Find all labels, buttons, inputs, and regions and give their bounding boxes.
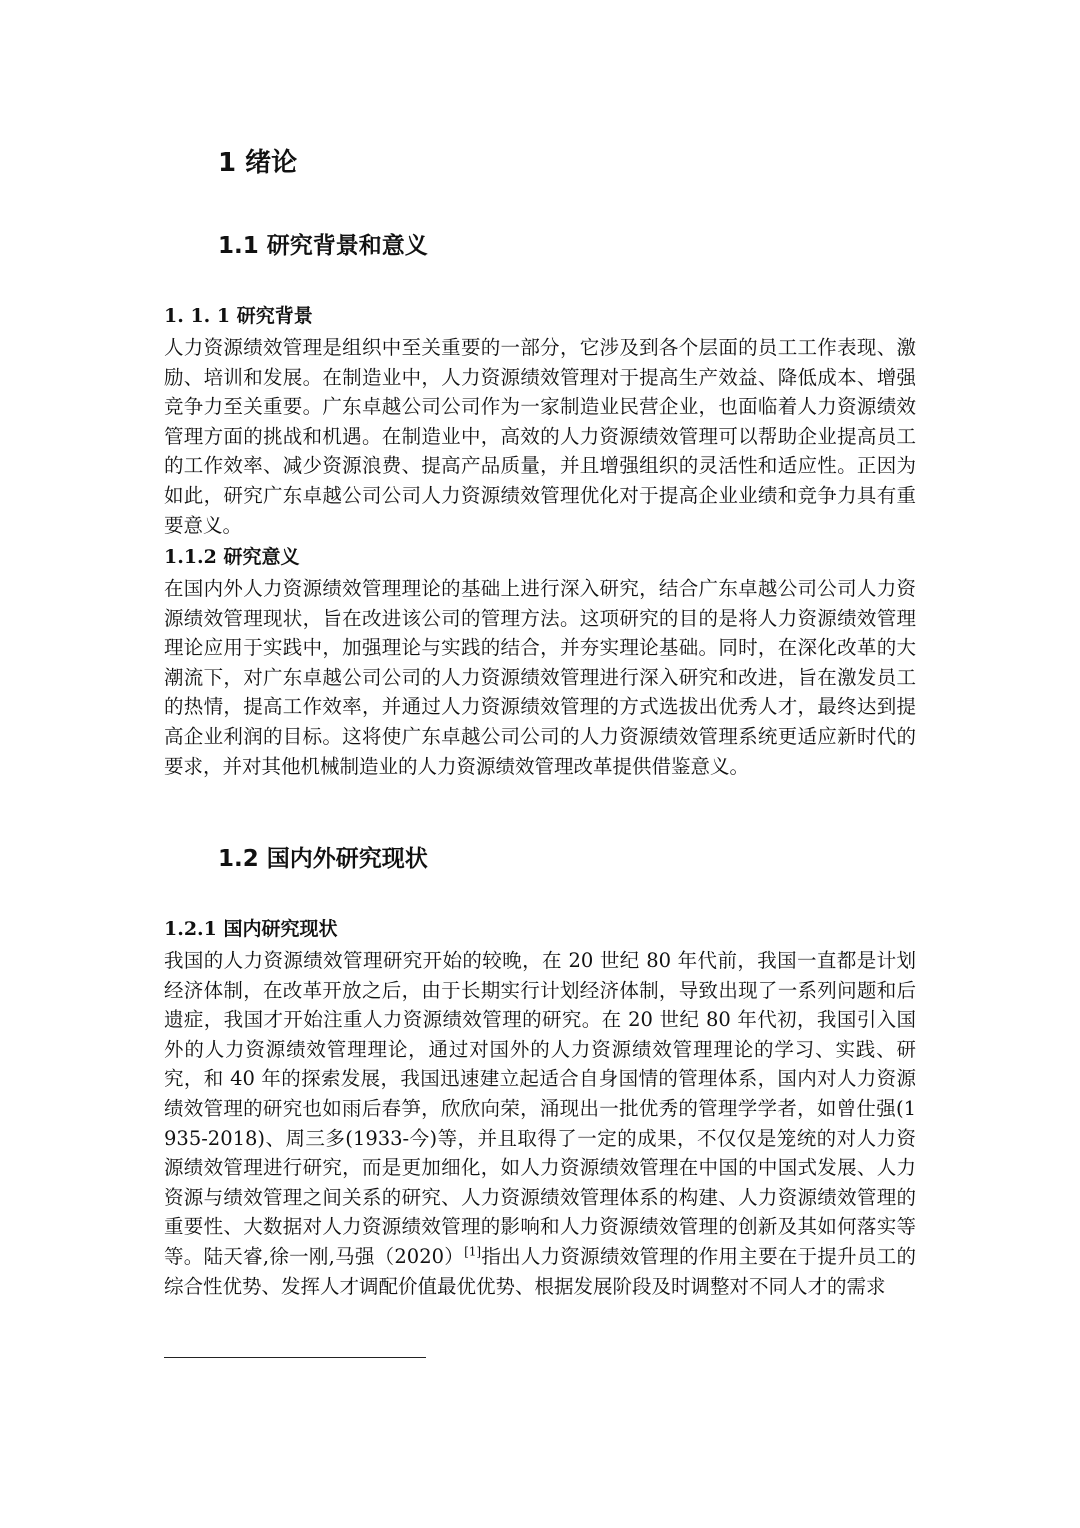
subsection-title-1-1-1: 1. 1. 1 研究背景	[164, 305, 313, 327]
subsection-title-1-2-1: 1.2.1 国内研究现状	[164, 918, 338, 940]
paragraph-domestic-research-text: 我国的人力资源绩效管理研究开始的较晚，在 20 世纪 80 年代前，我国一直都是计划经济体制，在改革开放之后，由于长期实行计划经济体制，导致出现了一系列问题和后遗症，我国才开始注重人力资源绩效管理的研究。在 20 世纪 80 年代初，我国引入国外的人力资源绩效管理理论，通过对国外的人力资源绩效管理理论的学习、实践、研究，和 40 年的探索发展，我国迅速建立起适合自身国情的管理体系，国内对人力资源绩效管理的研究也如雨后春笋，欣欣向荣，涌现出一批优秀的管理学学者，如曾仕强(1935-2018)、周三多(1933-今)等，并且取得了一定的成果，不仅仅是笼统的对人力资源绩效管理进行研究，而是更加细化，如人力资源绩效管理在中国的中国式发展、人力资源与绩效管理之间关系的研究、人力资源绩效管理体系的构建、人力资源绩效管理的重要性、大数据对人力资源绩效管理的影响和人力资源绩效管理的创新及其如何落实等等。陆天睿,徐一刚,马强（2020）	[164, 949, 916, 1268]
paragraph-research-significance: 在国内外人力资源绩效管理理论的基础上进行深入研究，结合广东卓越公司公司人力资源绩效管理现状，旨在改进该公司的管理方法。这项研究的目的是将人力资源绩效管理理论应用于实践中，加强理论与实践的结合，并夯实理论基础。同时，在深化改革的大潮流下，对广东卓越公司公司的人力资源绩效管理进行深入研究和改进，旨在激发员工的热情，提高工作效率，并通过人力资源绩效管理的方式选拔出优秀人才，最终达到提高企业利润的目标。这将使广东卓越公司公司的人力资源绩效管理系统更适应新时代的要求，并对其他机械制造业的人力资源绩效管理改革提供借鉴意义。	[164, 577, 916, 778]
reference-mark[interactable]: [1]	[464, 1244, 482, 1259]
chapter-title: 1 绪论	[218, 148, 298, 178]
paragraph-domestic-research-continuation: 指出人力资源绩效管理的作用主要在于提升员工的综合性优势、发挥人才调配价值最优优势、根据发展阶段及时调整对不同人才的需求	[164, 1244, 916, 1298]
paragraph-research-background: 人力资源绩效管理是组织中至关重要的一部分，它涉及到各个层面的员工工作表现、激励、培训和发展。在制造业中，人力资源绩效管理对于提高生产效益、降低成本、增强竞争力至关重要。广东卓越公司公司作为一家制造业民营企业，也面临着人力资源绩效管理方面的挑战和机遇。在制造业中，高效的人力资源绩效管理可以帮助企业提高员工的工作效率、减少资源浪费、提高产品质量，并且增强组织的灵活性和适应性。正因为如此，研究广东卓越公司公司人力资源绩效管理优化对于提高企业业绩和竞争力具有重要意义。	[164, 336, 916, 537]
paragraph-domestic-research	[164, 946, 916, 1301]
section-title-1-2: 1.2 国内外研究现状	[218, 846, 428, 872]
subsection-title-1-1-2: 1.1.2 研究意义	[164, 546, 300, 568]
section-title-1-1: 1.1 研究背景和意义	[218, 233, 428, 259]
footnote-separator	[164, 1357, 426, 1358]
